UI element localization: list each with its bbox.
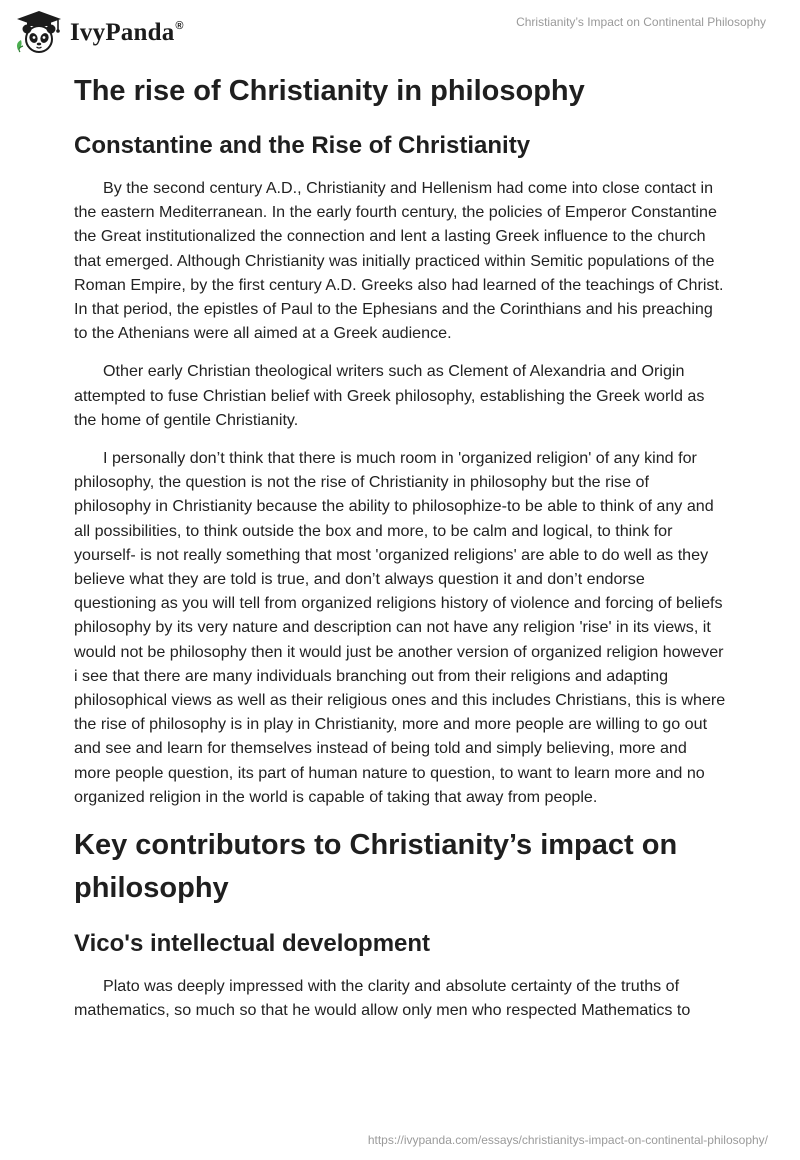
essay-content — [74, 72, 726, 1036]
source-url[interactable]: https://ivypanda.com/essays/christianitys-impact-on-continental-philosophy/ — [367, 1133, 768, 1147]
subsection-heading-constantine: Constantine and the Rise of Christianity — [74, 132, 531, 159]
paragraph: Other early Christian theological writers such as Clement of Alexandria and Origin attempted to fuse Christian belief with Greek philosophy, establishing the Greek world as the home of gentile Christianity. — [74, 362, 705, 429]
page-header — [0, 0, 800, 60]
panda-logo-icon — [14, 10, 64, 54]
paragraph: By the second century A.D., Christianity and Hellenism had come into close contact in the eastern Mediterranean. In the early fourth century, the policies of Emperor Constantine the Great institutionalized the connection and lent a lasting Greek influence to the church that emerged. Although Christianity was initially practiced within Semitic populations of the Roman Empire, by the first century A.D. Greeks also had learned of the teachings of Christ. In that period, the epistles of Paul to the Ephesians and the Corinthians and his preaching to the Athenians were all aimed at a Greek audience. — [74, 179, 724, 343]
paragraph: I personally don’t think that there is much room in 'organized religion' of any kind for philosophy, the question is not the rise of Christianity in philosophy but the rise of philosophy in Christianity because the ability to philosophize-to be able to think of any and all possibilities, to think outside the box and more, to be calm and logical, to think for yourself- is not really something that most 'organized religions' are able to do well as they believe what they are told is true, and don’t always question it and don’t endorse questioning as you will tell from organized religions history of violence and forcing of beliefs philosophy by its very nature and description can not have any religion 'rise' in its views, it would not be philosophy then it would just be another version of organized religion however i see that there are many individuals branching out from their religions and adapting philosophical views as well as their religious ones and this includes Christians, this is where the rise of philosophy is in play in Christianity, more and more people are willing to go out and see and learn for themselves instead of being told and simply believing, more and more people question, its part of human nature to question, to want to learn more and no organized religion in the world is capable of taking that away from people. — [74, 449, 726, 806]
ivypanda-logo[interactable] — [14, 10, 184, 54]
document-title: Christianity’s Impact on Continental Philosophy — [516, 15, 766, 29]
brand-name-text: IvyPanda — [70, 19, 175, 46]
paragraph: Plato was deeply impressed with the clarity and absolute certainty of the truths of mathematics, so much so that he would allow only men who respected Mathematics to — [74, 977, 691, 1020]
section-heading-contributors: Key contributors to Christianity’s impact on philosophy — [74, 829, 678, 905]
brand-name — [70, 19, 184, 47]
section-heading-rise: The rise of Christianity in philosophy — [74, 75, 585, 107]
registered-mark: ® — [175, 19, 184, 32]
subsection-heading-vico: Vico's intellectual development — [74, 930, 431, 958]
